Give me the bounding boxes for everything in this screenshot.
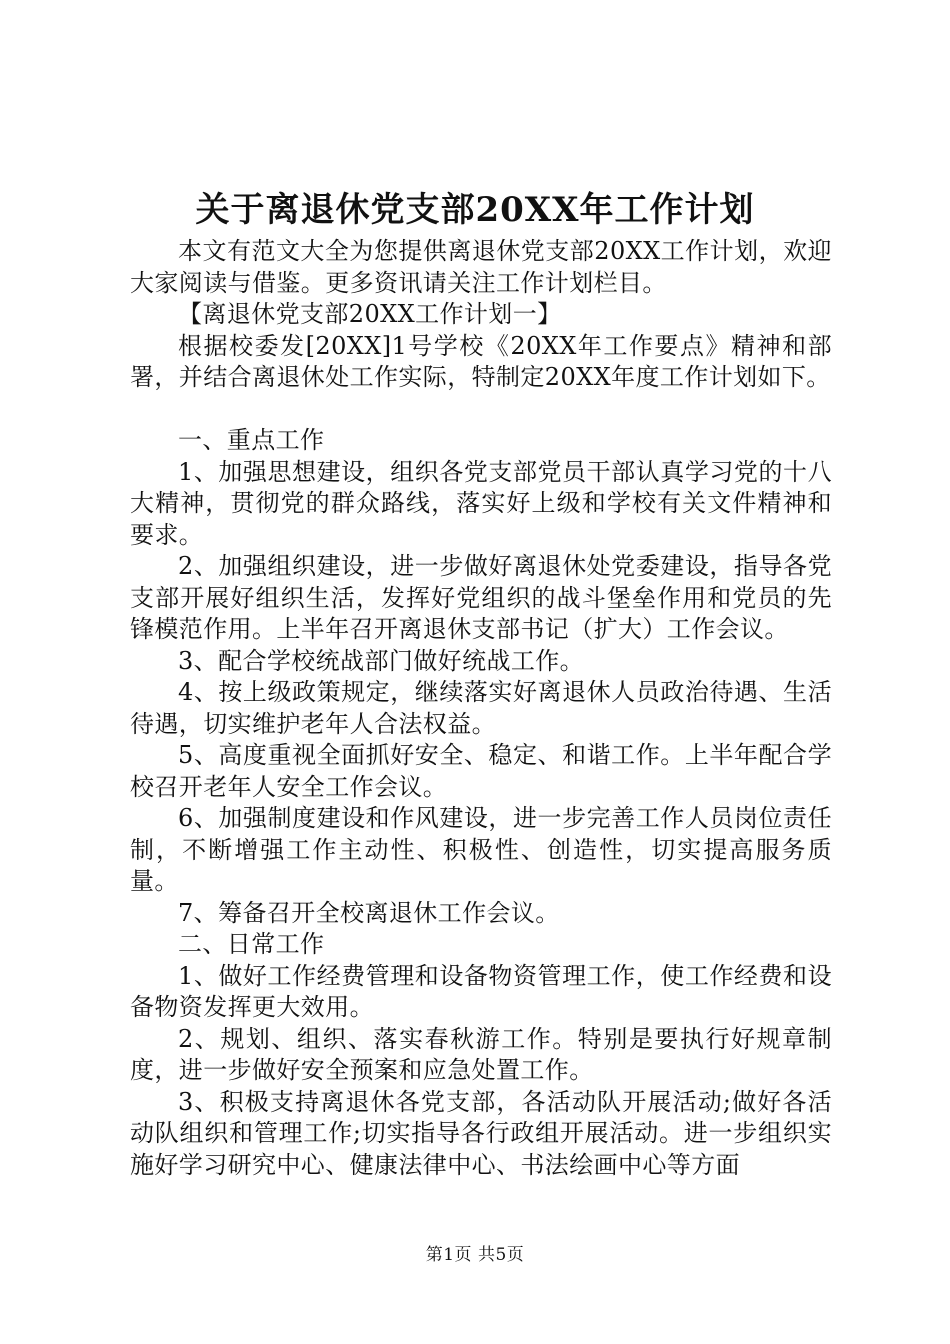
paragraph-key-item-7: 7、筹备召开全校离退休工作会议。	[178, 898, 560, 927]
paragraph-key-item-4: 4、按上级政策规定，继续落实好离退休人员政治待遇、生活待遇，切实维护老年人合法权益。	[130, 678, 832, 738]
document-title: 关于离退休党支部20XX年工作计划	[195, 190, 755, 230]
paragraph-basis: 根据校委发[20XX]1号学校《20XX年工作要点》精神和部署，并结合离退休处工作实际，特制定20XX年度工作计划如下。	[130, 331, 832, 391]
paragraph-key-item-1: 1、加强思想建设，组织各党支部党员干部认真学习党的十八大精神，贯彻党的群众路线，落实好上级和学校有关文件精神和要求。	[130, 457, 832, 549]
paragraph-daily-item-1: 1、做好工作经费管理和设备物资管理工作，使工作经费和设备物资发挥更大效用。	[130, 961, 832, 1021]
blank-line	[130, 394, 832, 426]
section-heading-key-work: 一、重点工作	[178, 426, 325, 454]
paragraph-plan-heading: 【离退休党支部20XX工作计划一】	[178, 300, 562, 328]
page-number-footer: 第1页 共5页	[425, 1245, 525, 1265]
paragraph-intro: 本文有范文大全为您提供离退休党支部20XX工作计划，欢迎大家阅读与借鉴。更多资讯请关注工作计划栏目。	[130, 237, 832, 297]
section-heading-daily-work: 二、日常工作	[178, 930, 325, 958]
paragraph-key-item-2: 2、加强组织建设，进一步做好离退休处党委建设，指导各党支部开展好组织生活，发挥好党组织的战斗堡垒作用和党员的先锋模范作用。上半年召开离退休支部书记（扩大）工作会议。	[130, 552, 832, 643]
document-body	[130, 236, 832, 1181]
paragraph-key-item-5: 5、高度重视全面抓好安全、稳定、和谐工作。上半年配合学校召开老年人安全工作会议。	[130, 741, 832, 801]
paragraph-daily-item-2: 2、规划、组织、落实春秋游工作。特别是要执行好规章制度，进一步做好安全预案和应急处置工作。	[130, 1024, 832, 1084]
paragraph-key-item-6: 6、加强制度建设和作风建设，进一步完善工作人员岗位责任制，不断增强工作主动性、积极性、创造性，切实提高服务质量。	[130, 804, 832, 895]
paragraph-key-item-3: 3、配合学校统战部门做好统战工作。	[178, 646, 585, 675]
paragraph-daily-item-3: 3、积极支持离退休各党支部，各活动队开展活动;做好各活动队组织和管理工作;切实指导各行政组开展活动。进一步组织实施好学习研究中心、健康法律中心、书法绘画中心等方面	[130, 1087, 832, 1179]
